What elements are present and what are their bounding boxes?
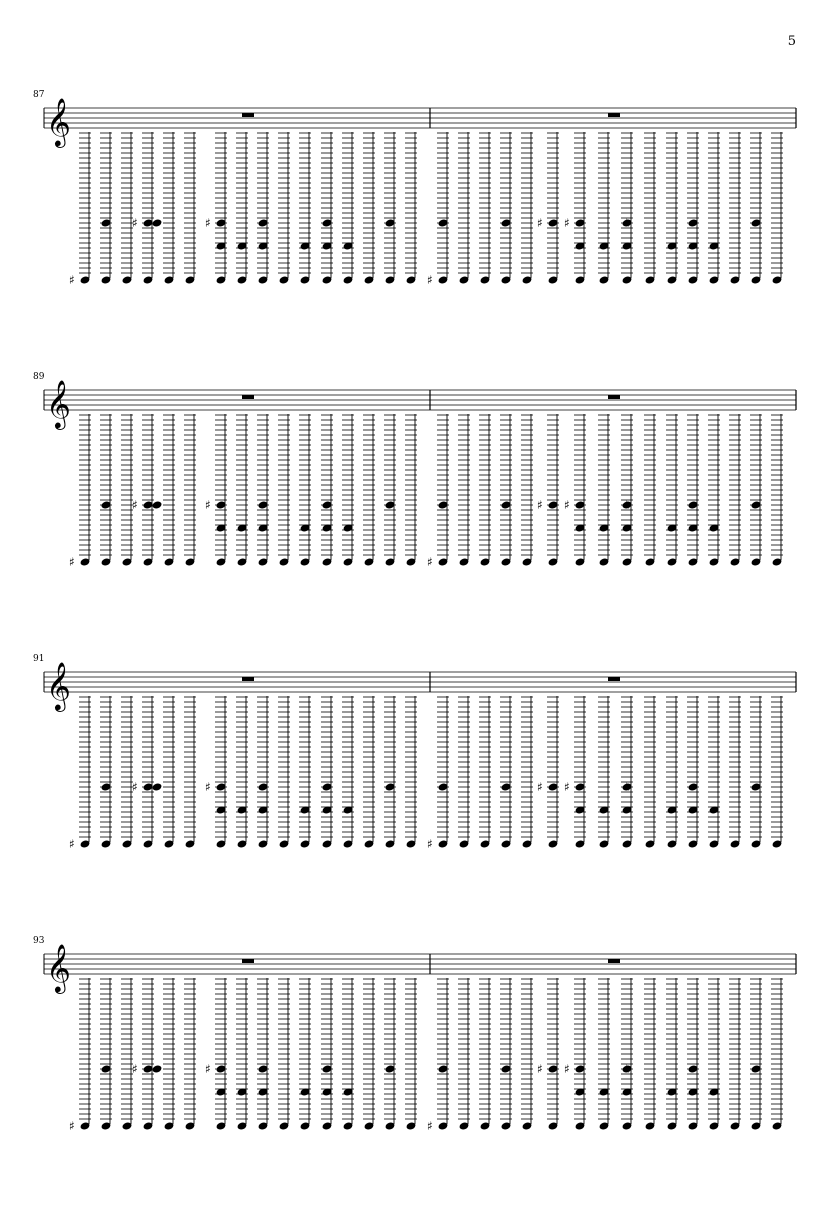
natural-accidental-icon: ♮: [625, 780, 630, 794]
natural-accidental-icon: ♮: [625, 498, 630, 512]
whole-rest-measure-1: [242, 959, 254, 963]
music-system-2: [0, 372, 835, 652]
whole-rest-measure-1: [242, 677, 254, 681]
sharp-accidental-icon: ♯: [69, 555, 75, 569]
measure-number: 93: [33, 936, 45, 946]
sharp-accidental-icon: ♯: [205, 498, 211, 512]
sharp-accidental-icon: ♯: [427, 1119, 433, 1133]
notehead: [152, 1064, 163, 1073]
sharp-accidental-icon: ♯: [205, 1062, 211, 1076]
sharp-accidental-icon: ♯: [69, 1119, 75, 1133]
whole-rest-measure-1: [242, 113, 254, 117]
treble-clef-icon: 𝄞: [46, 661, 71, 710]
notehead: [152, 500, 163, 509]
measure-number: 91: [33, 654, 45, 664]
sharp-accidental-icon: ♯: [427, 555, 433, 569]
sharp-accidental-icon: ♯: [564, 1062, 570, 1076]
measure-number: 87: [33, 90, 45, 100]
whole-rest-measure-1: [242, 395, 254, 399]
sharp-accidental-icon: ♯: [69, 837, 75, 851]
staff-notation: [0, 654, 835, 934]
sharp-accidental-icon: ♯: [132, 498, 138, 512]
measure-number: 89: [33, 372, 45, 382]
music-system-3: [0, 654, 835, 934]
sharp-accidental-icon: ♯: [132, 216, 138, 230]
sharp-accidental-icon: ♯: [564, 498, 570, 512]
staff-notation: [0, 372, 835, 652]
treble-clef-icon: 𝄞: [46, 97, 71, 146]
natural-accidental-icon: ♮: [625, 1062, 630, 1076]
natural-accidental-icon: ♮: [625, 216, 630, 230]
music-system-4: [0, 936, 835, 1216]
treble-clef-icon: 𝄞: [46, 379, 71, 428]
notehead: [152, 782, 163, 791]
whole-rest-measure-2: [608, 113, 620, 117]
sharp-accidental-icon: ♯: [205, 780, 211, 794]
sharp-accidental-icon: ♯: [205, 216, 211, 230]
whole-rest-measure-2: [608, 677, 620, 681]
sharp-accidental-icon: ♯: [537, 780, 543, 794]
music-system-1: [0, 90, 835, 370]
notehead: [152, 218, 163, 227]
whole-rest-measure-2: [608, 959, 620, 963]
sharp-accidental-icon: ♯: [132, 780, 138, 794]
page-number: 5: [787, 34, 796, 49]
sharp-accidental-icon: ♯: [69, 273, 75, 287]
sharp-accidental-icon: ♯: [564, 780, 570, 794]
sharp-accidental-icon: ♯: [537, 498, 543, 512]
treble-clef-icon: 𝄞: [46, 943, 71, 992]
sharp-accidental-icon: ♯: [537, 1062, 543, 1076]
sharp-accidental-icon: ♯: [427, 837, 433, 851]
whole-rest-measure-2: [608, 395, 620, 399]
sharp-accidental-icon: ♯: [564, 216, 570, 230]
sharp-accidental-icon: ♯: [132, 1062, 138, 1076]
sharp-accidental-icon: ♯: [427, 273, 433, 287]
staff-notation: [0, 90, 835, 370]
staff-notation: [0, 936, 835, 1216]
sharp-accidental-icon: ♯: [537, 216, 543, 230]
